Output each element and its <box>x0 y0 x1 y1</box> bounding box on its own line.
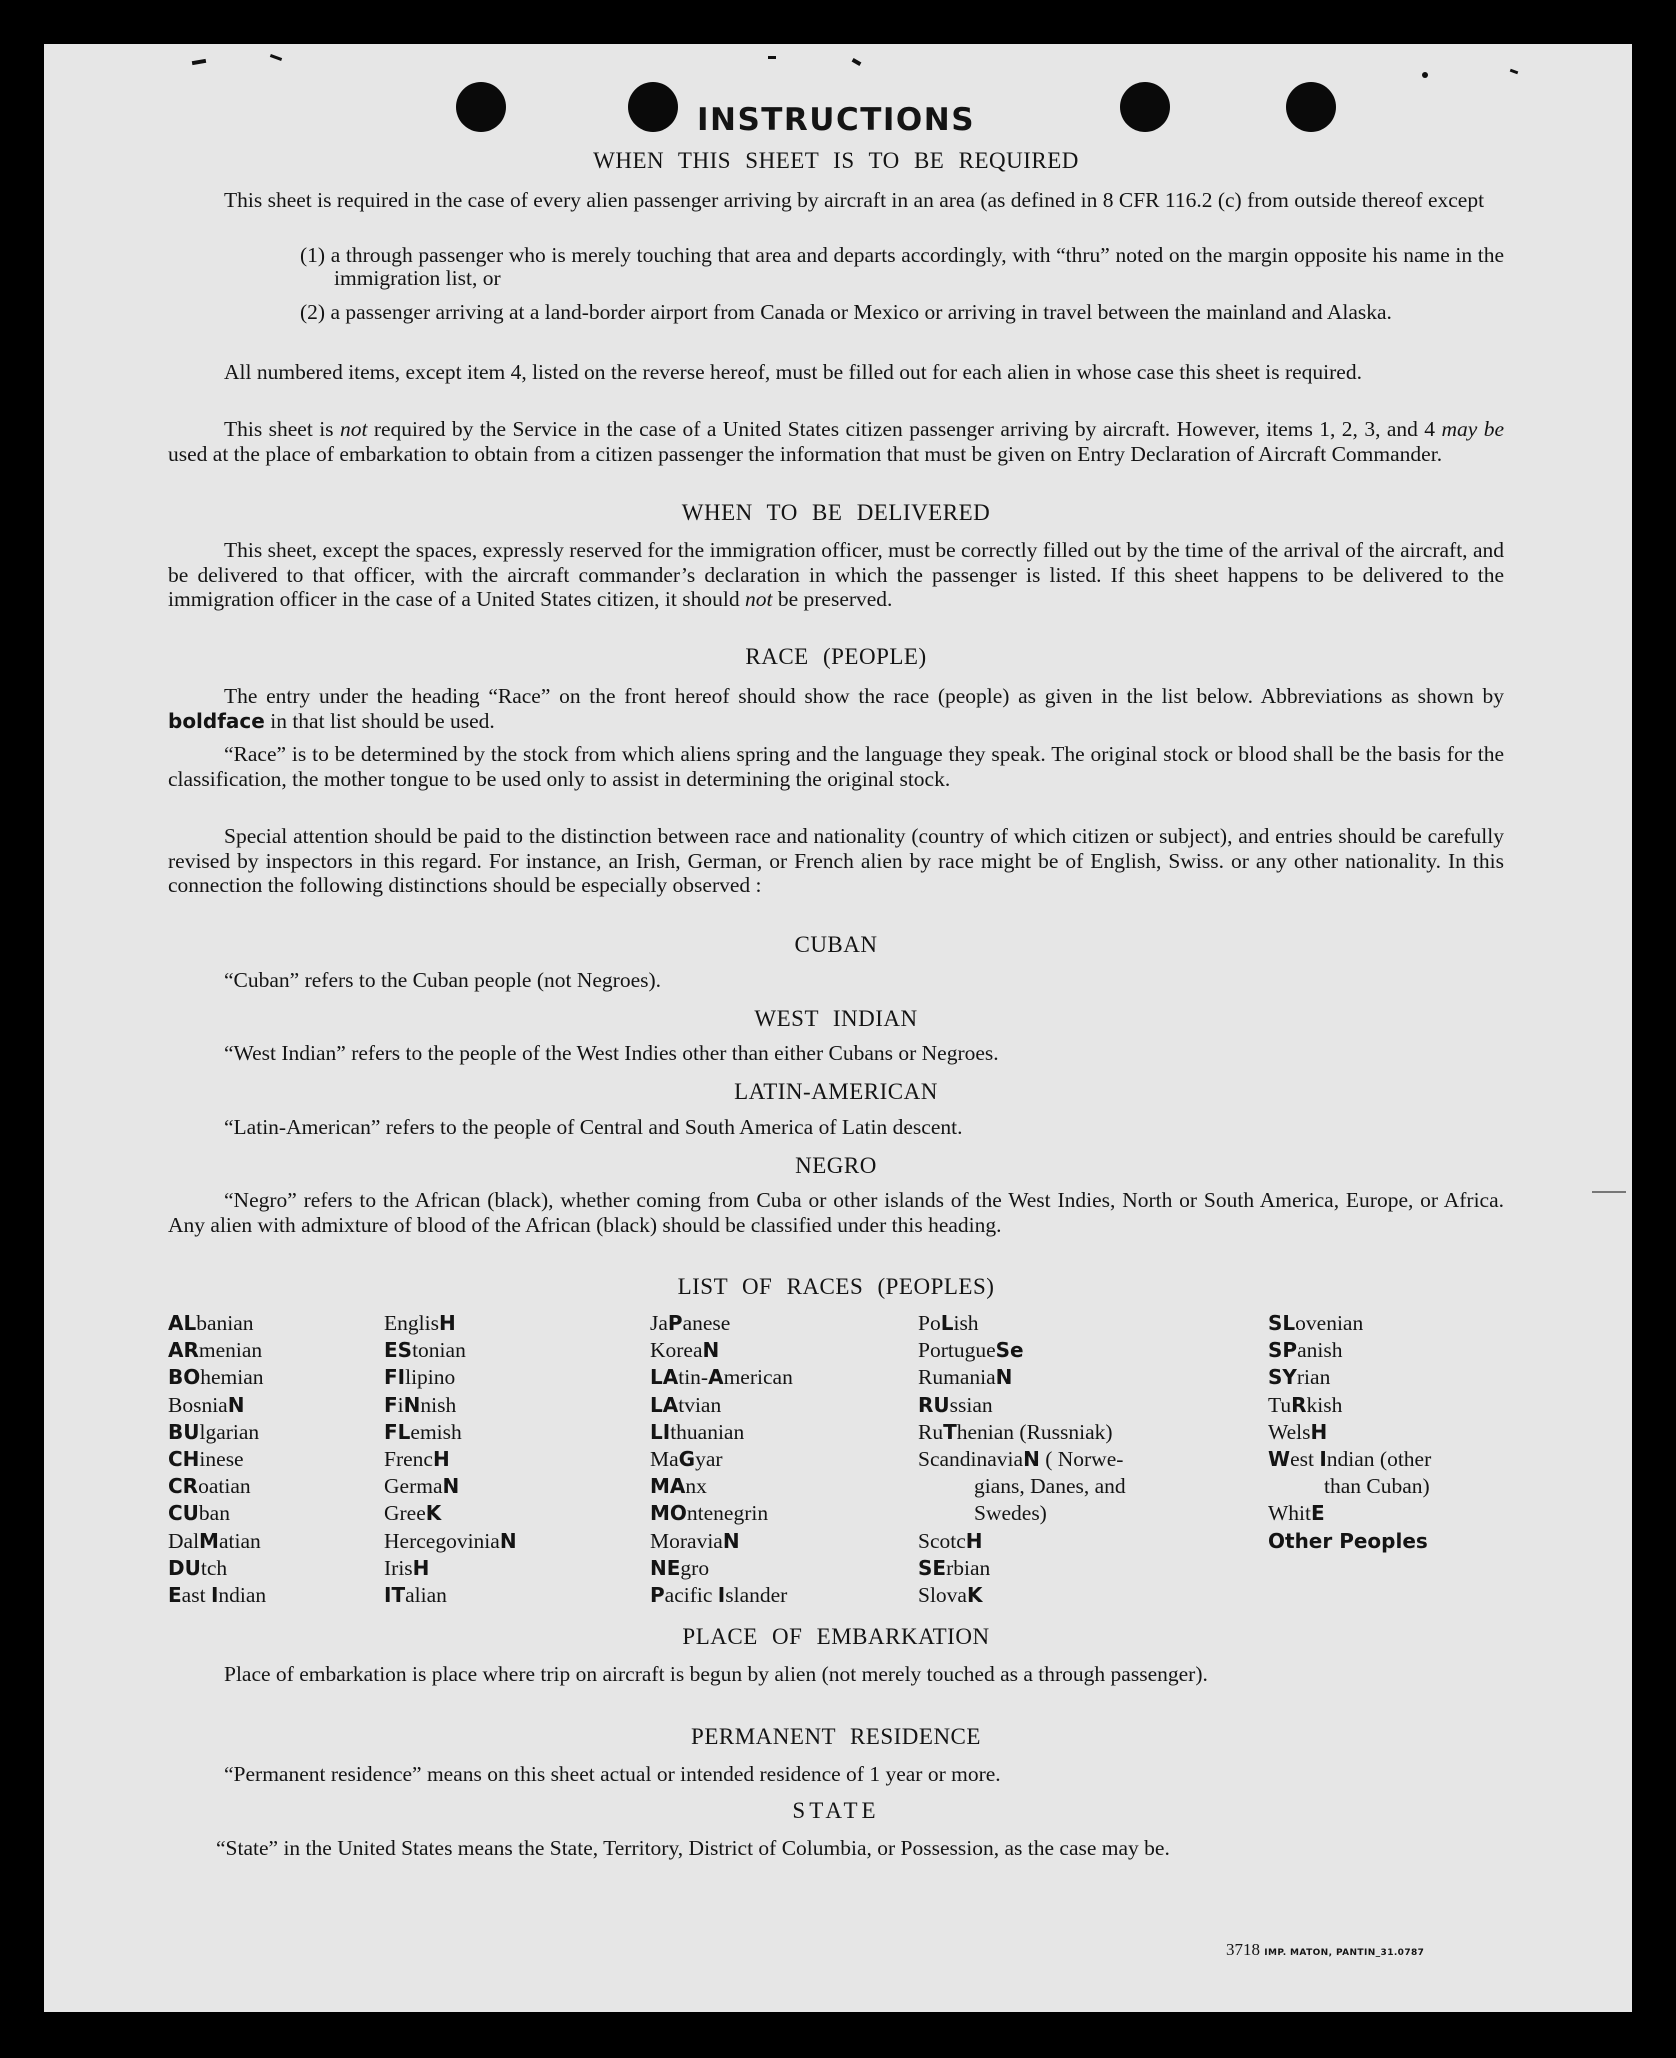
race-entry: FrencH <box>384 1447 450 1472</box>
scan-mark <box>852 58 862 66</box>
race-entry: ScotcH <box>918 1528 983 1553</box>
race-entry: SYrian <box>1268 1365 1331 1390</box>
race-entry: MOntenegrin <box>650 1501 769 1526</box>
heading-west-indian: WEST INDIAN <box>754 1006 918 1031</box>
heading-list-of-races: LIST OF RACES (PEOPLES) <box>677 1274 995 1299</box>
paragraph-delivery: This sheet, except the spaces, expressly reserved for the immigration officer, must be correctly filled out by the time of the arrival of the aircraft, and be delivered to that officer, with the aircraft commander’s declaration in which the passenger is listed. If this sheet happens to be delivered to the immigration officer in the case of a United States citizen, it should not be preserved. <box>168 538 1504 611</box>
race-column-4 <box>918 1310 1126 1609</box>
heading-permanent-residence: PERMANENT RESIDENCE <box>691 1724 981 1749</box>
paragraph-race-entry: The entry under the heading “Race” on the front hereof should show the race (people) as given in the list below. Abbreviations as shown by boldface in that list should be used. <box>168 684 1504 733</box>
race-entry: ARmenian <box>168 1338 263 1363</box>
race-entry: KoreaN <box>650 1338 720 1363</box>
scan-mark <box>1422 72 1428 78</box>
definition-embarkation: Place of embarkation is place where trip on aircraft is begun by alien (not merely touched as a through passenger). <box>224 1662 1208 1686</box>
heading-place-of-embarkation: PLACE OF EMBARKATION <box>682 1624 990 1649</box>
race-entry: EnglisH <box>384 1311 456 1335</box>
heading-state: STATE <box>792 1798 880 1823</box>
definition-cuban: “Cuban” refers to the Cuban people (not Negroes). <box>224 968 662 992</box>
race-entry: SPanish <box>1268 1338 1343 1363</box>
race-entry: BOhemian <box>168 1365 264 1390</box>
race-entry: MaGyar <box>650 1447 723 1472</box>
race-entry: FLemish <box>384 1419 462 1444</box>
definition-west-indian: “West Indian” refers to the people of the West Indies other than either Cubans or Negroes. <box>224 1041 999 1065</box>
paragraph-citizen: This sheet is not required by the Service in the case of a United States citizen passenger arriving by aircraft. However, items 1, 2, 3, and 4 may be used at the place of embarkation to obtain from a citizen passenger the information that must be given on Entry Declaration of Aircraft Commander. <box>168 417 1504 466</box>
race-entry: GreeK <box>384 1501 442 1526</box>
definition-residence: “Permanent residence” means on this sheet actual or intended residence of 1 year or more. <box>224 1762 1001 1786</box>
heading-when-delivered: WHEN TO BE DELIVERED <box>681 500 991 525</box>
race-entry: TuRkish <box>1268 1392 1343 1417</box>
race-column-5 <box>1268 1310 1431 1555</box>
scan-mark <box>1592 1191 1626 1193</box>
scan-mark <box>768 56 776 59</box>
paragraph-race-nationality: Special attention should be paid to the distinction between race and nationality (country of which citizen or subject), and entries should be carefully revised by inspectors in this regard. For instance, an Irish, German, or French alien by race might be of English, Swiss. or any other nationality. In this connection the following distinctions should be especially observed : <box>168 824 1504 897</box>
race-entry: LAtvian <box>650 1392 722 1417</box>
race-entry: FiNnish <box>384 1392 457 1417</box>
race-entry: MAnx <box>650 1474 707 1499</box>
race-entry: PortugueSe <box>918 1338 1024 1363</box>
race-entry: RumaniaN <box>918 1365 1013 1390</box>
race-entry: CHinese <box>168 1447 244 1472</box>
race-entry: LAtin-American <box>650 1365 793 1390</box>
race-entry: IrisH <box>384 1555 430 1580</box>
heading-when-required: WHEN THIS SHEET IS TO BE REQUIRED <box>593 148 1079 173</box>
definition-negro: “Negro” refers to the African (black), whether coming from Cuba or other islands of the West Indies, North or South America, Europe, or Africa. Any alien with admixture of blood of the African (black) should be classified under this heading. <box>168 1188 1504 1237</box>
race-entry: FIlipino <box>384 1365 456 1390</box>
race-entry: JaPanese <box>650 1311 731 1335</box>
document-page <box>44 44 1632 2012</box>
race-entry-continuation: gians, Danes, and <box>974 1474 1126 1499</box>
paragraph-requirement: This sheet is required in the case of every alien passenger arriving by aircraft in an area (as defined in 8 CFR 116.2 (c) from outside thereof except <box>224 188 1485 212</box>
race-entry: ITalian <box>384 1583 447 1608</box>
race-entry: LIthuanian <box>650 1419 745 1444</box>
race-entry: SLovenian <box>1268 1311 1364 1335</box>
page-title: INSTRUCTIONS <box>696 102 976 138</box>
race-entry: NEgro <box>650 1555 710 1580</box>
race-entry-continuation: than Cuban) <box>1324 1474 1430 1499</box>
race-entry: WelsH <box>1268 1419 1328 1444</box>
race-entry: BosniaN <box>168 1392 245 1417</box>
scan-mark <box>192 59 206 65</box>
race-entry: DUtch <box>168 1555 228 1580</box>
race-entry: Pacific Islander <box>650 1583 788 1608</box>
race-entry: RUssian <box>918 1392 993 1417</box>
race-entry: CRoatian <box>168 1474 251 1499</box>
race-entry: HercegoviniaN <box>384 1528 517 1553</box>
race-column-1 <box>168 1310 266 1609</box>
race-entry: SlovaK <box>918 1583 983 1608</box>
race-entry: WhitE <box>1268 1501 1325 1526</box>
scan-mark <box>270 54 282 61</box>
heading-latin-american: LATIN-AMERICAN <box>734 1079 938 1104</box>
race-entry: RuThenian (Russniak) <box>918 1419 1113 1444</box>
definition-latin-american: “Latin-American” refers to the people of Central and South America of Latin descent. <box>224 1115 963 1139</box>
race-entry: West Indian (other <box>1268 1447 1432 1472</box>
race-entry-continuation: Swedes) <box>974 1501 1047 1526</box>
race-entry: GermaN <box>384 1474 460 1499</box>
race-entry: PoLish <box>918 1311 979 1335</box>
paragraph-race-stock: “Race” is to be determined by the stock from which aliens spring and the language they speak. The original stock or blood shall be the basis for the classification, the mother tongue to be used only to assist in determining the original stock. <box>168 742 1504 791</box>
race-entry: ALbanian <box>168 1311 254 1335</box>
race-entry: MoraviaN <box>650 1528 740 1553</box>
form-number: 3718 IMP. MATON, PANTIN_31.0787 <box>1226 1940 1425 1959</box>
race-entry: DalMatian <box>168 1528 261 1553</box>
scan-mark <box>1510 69 1519 75</box>
paragraph-numbered-items: All numbered items, except item 4, listed on the reverse hereof, must be filled out for each alien in whose case this sheet is required. <box>224 360 1362 384</box>
race-entry: SErbian <box>918 1555 991 1580</box>
race-entry: East Indian <box>168 1583 267 1608</box>
heading-race: RACE (PEOPLE) <box>745 644 927 669</box>
heading-cuban: CUBAN <box>794 932 878 957</box>
exception-item-1: (1) a through passenger who is merely touching that area and departs accordingly, with “thru” noted on the margin opposite his name in the immigration list, or <box>300 243 1504 290</box>
exception-item-2: (2) a passenger arriving at a land-border airport from Canada or Mexico or arriving in travel between the mainland and Alaska. <box>300 300 1392 324</box>
race-entry: EStonian <box>384 1338 466 1363</box>
race-entry: BUlgarian <box>168 1419 260 1444</box>
race-entry: CUban <box>168 1501 230 1526</box>
race-entry: Other Peoples <box>1268 1528 1428 1553</box>
heading-negro: NEGRO <box>795 1153 877 1178</box>
race-column-2 <box>384 1310 517 1609</box>
race-column-3 <box>650 1310 793 1609</box>
race-entry: ScandinaviaN ( Norwe- <box>918 1447 1124 1472</box>
definition-state: “State” in the United States means the State, Territory, District of Columbia, or Possession, as the case may be. <box>216 1836 1170 1860</box>
